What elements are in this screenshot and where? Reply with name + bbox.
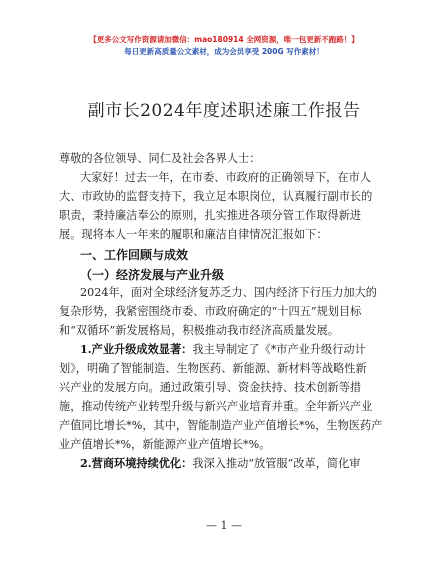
page-number: — 1 — xyxy=(206,519,242,532)
item1-line-3: 兴产业的发展方向。通过政策引导、资金扶持、技术创新等措 xyxy=(59,381,362,394)
promo-banner-line-2: 每日更新高质量公文素材，成为会员享受 200G 写作素材！ xyxy=(124,47,324,56)
sub1-line-2: 复杂形势，我紧密围绕市委、市政府确定的“十四五”规划目标 xyxy=(59,305,362,318)
subsection-heading: （一）经济发展与产业升级 xyxy=(80,268,225,282)
item1-first-line-text: 我主导制定了《*市产业升级行动计 xyxy=(192,343,366,356)
item1-line-6: 业产值增长*%，新能源产业产值增长*%。 xyxy=(59,438,271,451)
sub1-line-3: 和“双循环”新发展格局，积极推动我市经济高质量发展。 xyxy=(59,324,339,337)
item1-line-2: 划》，明确了智能制造、生物医药、新能源、新材料等战略性新 xyxy=(59,362,367,375)
intro-line-4: 展。现将本人一年来的履职和廉洁自律情况汇报如下： xyxy=(59,228,328,241)
intro-line-1: 大家好！过去一年，在市委、市政府的正确领导下，在市人 xyxy=(80,171,371,184)
section-heading: 一、工作回顾与成效 xyxy=(80,248,189,262)
item1-label: 1.产业升级成效显著： xyxy=(80,342,193,356)
document-title: 副市长2024年度述职述廉工作报告 xyxy=(87,101,361,121)
promo-banner-line-1: 【更多公文写作资源请加微信：mao180914 全网资源，唯一包更新不跑路！】 xyxy=(89,35,359,44)
item1-first-line xyxy=(80,343,366,356)
item2-first-line-text: 我深入推动“放管服”改革，简化审 xyxy=(192,457,361,470)
item1-line-5: 产值同比增长*%，其中，智能制造产业产值增长*%，生物医药产 xyxy=(59,419,383,432)
intro-line-2: 大、市政协的监督支持下，我立足本职岗位，认真履行副市长的 xyxy=(59,190,373,203)
intro-line-3: 职责，秉持廉洁奉公的原则，扎实推进各项分管工作取得新进 xyxy=(59,209,362,222)
item2-label: 2.营商环境持续优化： xyxy=(80,456,193,470)
item1-line-4: 施，推动传统产业转型升级与新兴产业培育并重。全年新兴产业 xyxy=(59,400,373,413)
item2-first-line xyxy=(80,457,360,470)
sub1-line-1: 2024年，面对全球经济复苏乏力、国内经济下行压力加大的 xyxy=(80,286,377,299)
salutation: 尊敬的各位领导、同仁及社会各界人士： xyxy=(59,152,261,165)
